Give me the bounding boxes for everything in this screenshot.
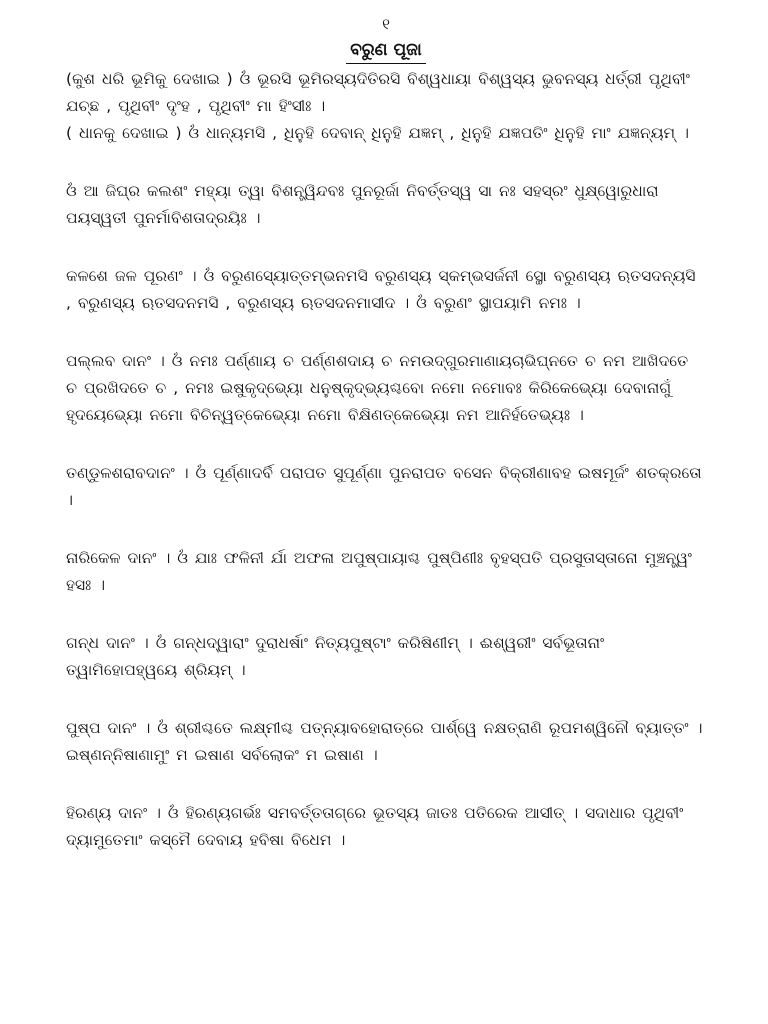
paragraph-pushpa-dana: ପୁଷ୍ପ ଦାନଂ । ଓଁ ଶ୍ରୀଶ୍ଚତେ ଲକ୍ଷ୍ମୀଶ୍ଚ ପତ୍ନ୍ୟାବହୋରାତ୍ରେ ପାର୍ଶ୍ୱେ ନକ୍ଷତ୍ରାଣି ରୂପମଶ୍ୱିନୌ ବ୍ୟାତ୍ତଂ । ଇଷ୍ଣନ୍ନିଷାଣାମୁଂ ମ ଇଷାଣ ସର୍ବଲୋକଂ ମ ଇଷାଣ । (66, 719, 703, 764)
paragraph-dhana: ( ଧାନକୁ ଦେଖାଇ ) ଓଁ ଧାନ୍ୟମସି , ଧିନୁହି ଦେବାନ୍ ଧିନୁହି ଯଜ୍ଞମ୍ , ଧିନୁହି ଯଜ୍ଞପତିଂ ଧିନୁହି ମାଂ ଯଜ୍ଞନ୍ୟମ୍ । (66, 124, 689, 142)
paragraph-hiranya-dana: ହିରଣ୍ୟ ଦାନଂ । ଓଁ ହିରଣ୍ୟଗର୍ଭଃ ସମବର୍ତ୍ତତାଗ୍ରେ ଭୂତସ୍ୟ ଜାତଃ ପତିରେକ ଆସୀତ୍ । ସଦାଧାର ପୃଥିବୀଂ ଦ୍ୟାମୁତେମାଂ କସ୍ମୈ ଦେବାୟ ହବିଷା ବିଧେମ । (66, 804, 684, 849)
paragraph-tandula-dana: ତଣ୍ଡୁଳଶରାବଦାନଂ । ଓଁ ପୂର୍ଣ୍ଣାଦର୍ବି ପରାପତ ସୁପୂର୍ଣ୍ଣା ପୁନରାପତ ବସେନ ବିକ୍ରୀଣାବହ ଇଷମୂର୍ଜଂ ଶତକ୍ରତୋ । (66, 464, 702, 509)
paragraph-narikela-dana: ନାରିକେଳ ଦାନଂ । ଓଁ ଯାଃ ଫଳିନୀ ର୍ଯା ଅଫଳା ଅପୁଷ୍ପାୟାଶ୍ଚ ପୁଷ୍ପିଣୀଃ ବୃହସ୍ପତି ପ୍ରସୁତାସ୍ତାନୋ ମୁଞ୍ଚନ୍ତ୍ୱଂ ହସଃ । (66, 549, 692, 594)
paragraph-pallava-dana: ପଲ୍ଲବ ଦାନଂ । ଓଁ ନମଃ ପର୍ଣ୍ଣାୟ ଚ ପର୍ଣ୍ଣଶଦାୟ ଚ ନମଉଦ୍‌ଗୁରମାଣାୟଚାଭିଘ୍ନତେ ଚ ନମ ଆଖିଦତେ ଚ ପ୍ରଖିଦତେ ଚ , ନମଃ ଇଷୁକୃଦ୍ଭ୍ୟୋ ଧନୁଷ୍କୃଦ୍ଭ୍ୟଶ୍ଚବୋ ନମୋ ନମୋବଃ କିରିକେଭ୍ୟୋ ଦେବାନାଗୁଁ ହୃଦୟେଭ୍ୟୋ ନମୋ ବିଚିନ୍ୱତ୍କେଭ୍ୟୋ ନମୋ ବିକ୍ଷିଣତ୍କେଭ୍ୟୋ ନମ ଆନିର୍ହତେଭ୍ୟଃ । (66, 352, 689, 424)
page-number: ୧ (382, 15, 390, 33)
page-title-text: ବରୁଣ ପୂଜା (346, 38, 426, 64)
page-title (66, 38, 706, 64)
paragraph-jala-purana: କଳଶେ ଜଳ ପୂରଣଂ । ଓଁ ବରୁଣସ୍ୟୋତ୍ତମ୍ଭନମସି ବରୁଣସ୍ୟ ସ୍କମ୍ଭସର୍ଜନୀ ସ୍ଥୋ ବରୁଣସ୍ୟ ଋତସଦନ୍ୟସି , ବରୁଣସ୍ୟ ଋତସଦନମସି , ବରୁଣସ୍ୟ ଋତସଦନମାସୀଦ । ଓଁ ବରୁଣଂ ସ୍ଥାପୟାମି ନମଃ । (66, 267, 696, 312)
paragraph-kusha: (କୁଶ ଧରି ଭୂମିକୁ ଦେଖାଇ ) ଓଁ ଭୂରସି ଭୂମିରସ୍ୟଦିତିରସି ବିଶ୍ୱଧାୟା ବିଶ୍ୱସ୍ୟ ଭୁବନସ୍ୟ ଧର୍ତ୍ରୀ ପୃଥିବୀଂ ଯଚ୍ଛ , ପୃଥିବୀଂ ଦୃଂହ , ପୃଥିବୀଂ ମା ହିଂସୀଃ । (66, 70, 690, 115)
paragraph-kalasha: ଓଁ ଆ ଜିଘ୍ର କଲଶଂ ମହ୍ୟା ତ୍ୱା ବିଶନ୍ତ୍ୱିନ୍ଦବଃ ପୁନରୂର୍ଜା ନିବର୍ତ୍ତସ୍ୱ ସା ନଃ ସହସ୍ରଂ ଧୁକ୍ଷ୍ୱୋରୁଧାରା ପୟସ୍ୱତୀ ପୁନର୍ମାବିଶତାଦ୍ରୟିଃ । (66, 182, 659, 227)
paragraph-gandha-dana: ଗନ୍ଧ ଦାନଂ । ଓଁ ଗନ୍ଧଦ୍ୱାରାଂ ଦୁରାଧର୍ଷାଂ ନିତ୍ୟପୁଷ୍ଟାଂ କରିଷିଣୀମ୍ । ଈଶ୍ୱରୀଂ ସର୍ବଭୂତାନାଂ ତ୍ୱାମିହୋପହ୍ୱୟେ ଶ୍ରିୟମ୍ । (66, 634, 605, 679)
